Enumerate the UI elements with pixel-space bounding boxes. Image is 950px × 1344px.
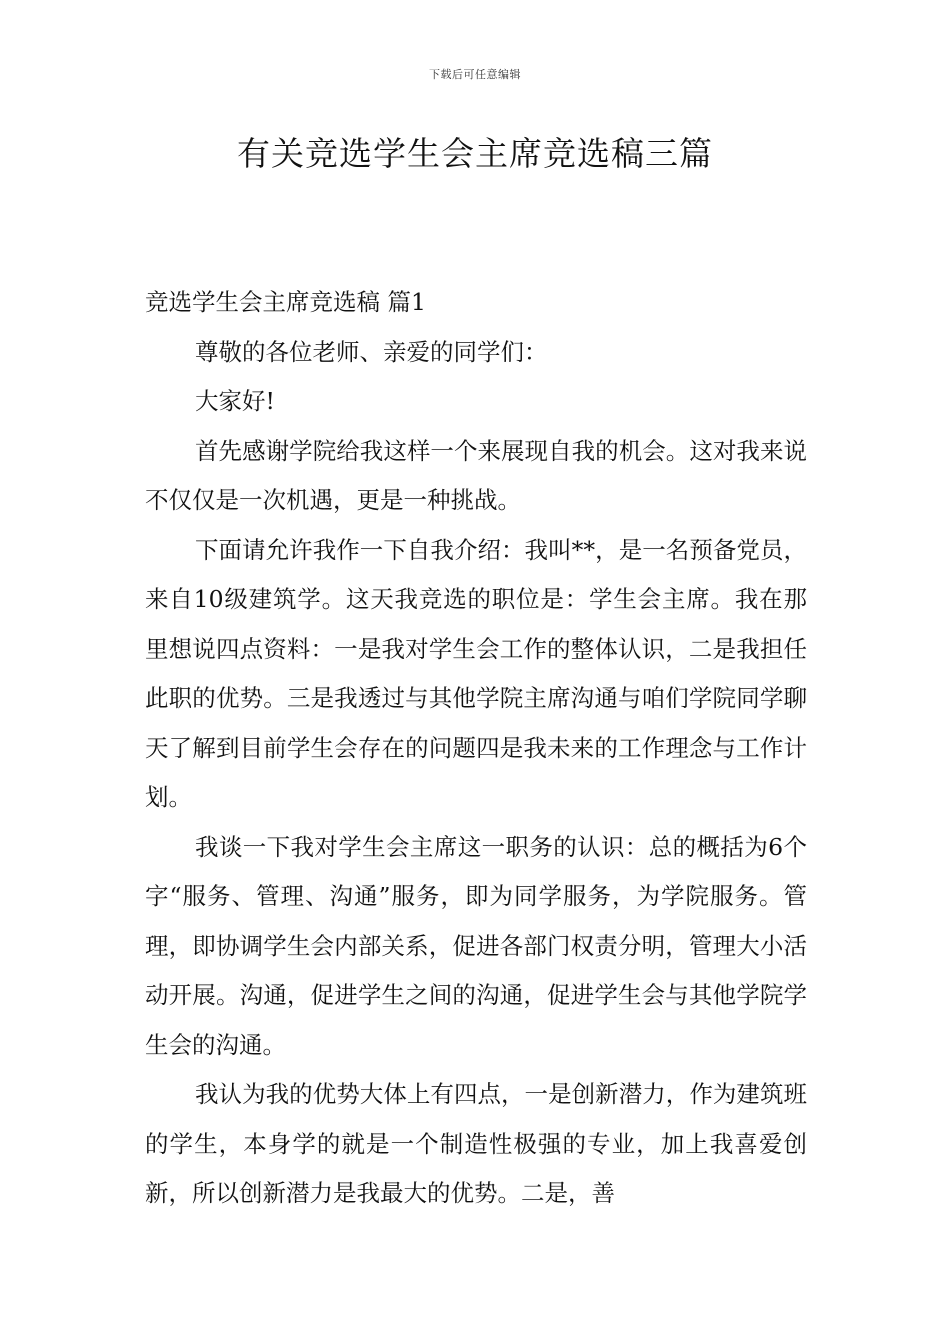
paragraph-advantages: 我认为我的优势大体上有四点，一是创新潜力，作为建筑班的学生，本身学的就是一个制造性极强的专业，加上我喜爱创新，所以创新潜力是我最大的优势。二是，善: [145, 1080, 807, 1207]
paragraph-introduction: 下面请允许我作一下自我介绍：我叫**，是一名预备党员，来自10级建筑学。这天我竞选的职位是：学生会主席。我在那里想说四点资料：一是我对学生会工作的整体认识，二是我担任此职的优势。三是我透过与其他学院主席沟通与咱们学院同学聊天了解到目前学生会存在的问题四是我未来的工作理念与工作计划。: [145, 535, 807, 811]
header-note: 下载后可任意编辑: [429, 68, 521, 81]
document-body: [145, 278, 807, 1219]
document-title: 有关竞选学生会主席竞选稿三篇: [237, 134, 713, 173]
paragraph-thanks: 首先感谢学院给我这样一个来展现自我的机会。这对我来说不仅仅是一次机遇，更是一种挑战。: [145, 436, 807, 514]
section-heading: 竞选学生会主席竞选稿 篇1: [145, 288, 426, 316]
paragraph-role-understanding: 我谈一下我对学生会主席这一职务的认识：总的概括为6个字“服务、管理、沟通”服务，即为同学服务，为学院服务。管理，即协调学生会内部关系，促进各部门权责分明，管理大小活动开展。沟通，促进学生之间的沟通，促进学生会与其他学院学生会的沟通。: [145, 832, 807, 1059]
paragraph-salutation: 尊敬的各位老师、亲爱的同学们：: [195, 337, 548, 366]
paragraph-greeting: 大家好!: [195, 387, 275, 415]
